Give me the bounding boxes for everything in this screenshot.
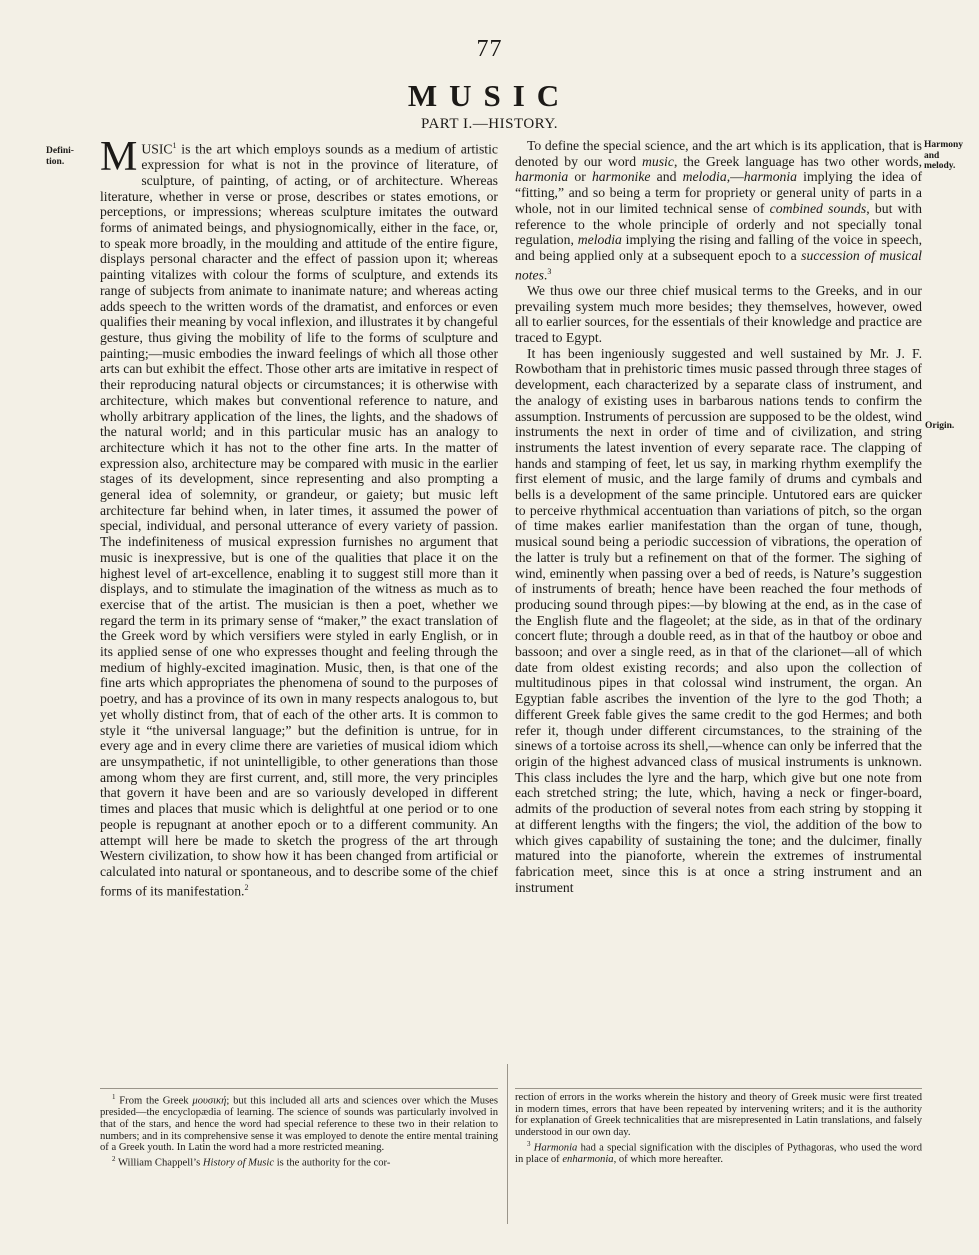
footnotes-right [515,1092,922,1166]
section-subtitle: PART I.—HISTORY. [420,116,558,132]
text-run: ; but this included all arts and sciences over which the Muses presided—the encyclopædia of learning. The science of sounds was particularly involved in that of the stars, and hence the word had special reference to these two in their relation to numbers; and in its comprehensive sense it was employed to denote the entire mental training of a Greek youth. In Latin the word had a more restricted meaning. [100,1095,498,1154]
text-run: had a special signification with the disciples of Pythagoras, who used the word in place of [515,1142,922,1166]
term-harmonike: harmonike [591,169,651,185]
footnote-ref-3: 3 [547,266,552,276]
term-harmonia: harmonia [515,169,569,185]
footnote-number: 2 [112,1155,116,1164]
right-column [515,138,922,895]
page-number: 77 [476,36,503,62]
drop-cap: M [100,134,138,180]
paragraph-harmony-melody [515,138,922,283]
text-run: and [650,169,683,185]
paragraph-origin: It has been ingeniously suggested and well sustained by Mr. J. F. Rowbotham that in prehistoric times music passed through three stages of development, each characterized by a separate class of instrument, and the analogy of existing uses in barbarous nations tends to confirm the assumption. Instruments of percussion are supposed to be the oldest, wind instruments the next in order of time and of civilization, and string instruments the latest invention of every separate race. The clapping of hands and stamping of feet, let us say, in marking rhythm exemplify the first element of music, and the large family of drums and cymbals and bells is a development of the same principle. Untutored ears are quicker to perceive rhythmical accentuation than variations of pitch, so the organ of time makes earlier manifestation than the organ of tune, though, musical sound being a periodic succession of vibrations, the operation of the latter is truly but a refinement on that of the former. The sighing of wind, eminently when passing over a bed of reeds, is Nature’s suggestion of instruments of breath; hence have been reached the four methods of producing sound through pipes:—by blowing at the end, as in the case of the English flute and the flageolet; at the side, as in that of the ordinary concert flute; through a double reed, as in that of the hautboy or oboe and bassoon; and over a single reed, as in that of the clarionet—all of which date from oldest existing records; and also upon the collection of multitudinous pipes in that colossal wind instrument, the organ. An Egyptian fable ascribes the invention of the lyre to the god Thoth; a different Greek fable gives the same credit to the god Hermes; and both refer it, though under different circumstances, to the straining of the sinews of a tortoise across its shell,—whence can only be inferred that the origin of the highest advanced class of musical instruments is unknown. This class includes the lyre and the harp, which give but one note from each stretched string; the lute, which, having a neck or finger-board, admits of the production of several notes from each string by stopping it at different lengths with the fingers; the viol, the addition of the bow to which gives capability of sustaining the tone; and the dulcimer, finally matured into the pianoforte, wherein the extremes of instrumental fabrication meet, since this is at once a string instrument and an instrument [515,345,922,895]
term-harmonia: Harmonia [533,1142,578,1154]
text-run: implying the idea of “fitting,” and so being a term for propriety or general unity of parts in a whole, not in our limited technical sense of [515,169,922,216]
footnote-2-continued: rection of errors in the works wherein the history and theory of Greek music were first treated in modern times, errors that have been repeated by intervening writers; and it is the authority for explanation of Greek technicalities that are misrepresented in Latin translations, and falsely understood in our own day. [515,1092,922,1139]
footnote-number: 1 [112,1093,116,1101]
term-succession: succession of musical notes [515,247,922,283]
footnote-ref-1: 1 [172,141,177,150]
sidenote-harmony: Harmony and melody. [924,140,964,171]
column-divider [507,1064,508,1224]
text-run: implying the rising and falling of the voice in speech, and being applied only at a subsequent epoch to a [515,232,922,263]
term-music: music [642,153,674,169]
article-title: MUSIC [407,78,572,113]
sidenote-origin: Origin. [925,421,955,431]
paragraph-text: is the art which employs sounds as a medium of artistic expression for what is not in the province of literature, of sculpture, of painting, of acting, or of architecture. Whereas literature, whether in verse or prose, describes or states emotions, or perceptions, or impressions; whereas sculpture imitates the outward forms of animated beings, and physiognomically, either in the face, or, to speak more broadly, in the moulding and attitude of the entire figure, displays personal character and the effect of passion upon it; whereas painting vitalizes with colour the forms of sculpture, and extends its range of subjects from animate to inanimate nature; and whereas acting adds speech to the written words of the dramatist, and enforces or even qualifies their meaning by vocal inflexion, and illustrates it by changeful gesture, thus giving the mobility of life to the forms of sculpture and painting;—music embodies the inward feelings of which all those other arts can but exhibit the effect. Those other arts are imitative in respect of their reproducing natural objects or circumstances; it is otherwise with architecture, which makes but conventional reference to nature, and wholly arbitrary application of the lines, the lights, and the shadows of the natural world; and in this particular music has an analogy to architecture which it has not to the other fine arts. In the matter of expression also, architecture may be compared with music in the earlier stages of its development, since representing and also prompting a general idea of solemnity, or grandeur, or gaiety; but music left architecture far behind when, in later times, it assumed the power of special, individual, and personal utterance of every variety of passion. The indefiniteness of musical expression furnishes no argument that music is inexpressive, but is one of the qualities that place it on the highest level of art-excellence, enabling it to suggest still more than it displays, and to stimulate the imagination of the witness as much as to exercise that of the artist. The musician is then a poet, whether we regard the term in its primary sense of “maker,” the exact translation of the Greek word by which versifiers were styled in early English, or in its applied sense of one who expresses thought and feeling through the medium of highly-excited imagination. Music, then, is that one of the fine arts which appropriates the phenomena of sound to the purposes of poetry, and has a province of its own in many respects analogous to, but yet wholly distinct from, that of each of the other arts. It is common to style it “the universal language;” but the definition is untrue, for in every age and in every clime there are varieties of musical idiom which are unsympathetic, if not unintelligible, to other generations than those among whom they are first current, and, still more, the very principles that govern it have been and are so variously developed in different times and places that music which is delightful at one period or to one people is repugnant at another epoch or to a different community. An attempt will here be made to sketch the progress of the art through Western civilization, to show how it has been changed from artificial or calculated into natural or spontaneous, and to describe some of the chief forms of its manifestation. [100,141,498,899]
term-harmonia: harmonia [743,169,798,185]
text-run: To define the special science, and the art which is its application, that is denoted by our word [515,138,922,169]
text-run: or [568,169,592,185]
text-run: . [543,267,548,283]
footnote-ref-2: 2 [244,882,249,892]
term-enharmonia: enharmonia [562,1154,614,1166]
paragraph-greek-terms: We thus owe our three chief musical terms to the Greeks, and in our prevailing system much more besides; they themselves, however, owed all to earlier sources, for the essentials of their knowledge and practice are traced to Egypt. [515,282,922,345]
text-run: is the authority for the cor- [274,1157,391,1169]
greek-word: μουσική [192,1095,227,1107]
footnote-number: 3 [527,1139,531,1148]
term-melodia: melodia [577,232,622,248]
text-run: William Chappell’s [115,1157,203,1169]
text-run: ,— [726,169,744,185]
text-run: From the Greek [115,1095,193,1107]
footnotes-left [100,1092,498,1169]
text-run: , but with reference to the whole principle of orderly and not specially tonal regulation, [515,200,922,248]
paragraph-definition [100,134,498,899]
text-run: , the Greek language has two other words, [673,153,922,169]
footnote-rule-left [100,1088,498,1089]
text-run: , of which more hereafter. [613,1154,723,1166]
term-melodia: melodia [682,169,727,185]
book-title: History of Music [202,1157,275,1169]
footnote-3 [515,1139,922,1166]
first-word: USIC [141,141,173,157]
sidenote-definition: Defini- tion. [46,146,74,167]
footnote-2 [100,1154,498,1169]
term-combined-sounds: combined sounds [769,200,867,216]
left-column [100,134,498,899]
footnote-1 [100,1092,498,1154]
footnote-rule-right [515,1088,922,1089]
